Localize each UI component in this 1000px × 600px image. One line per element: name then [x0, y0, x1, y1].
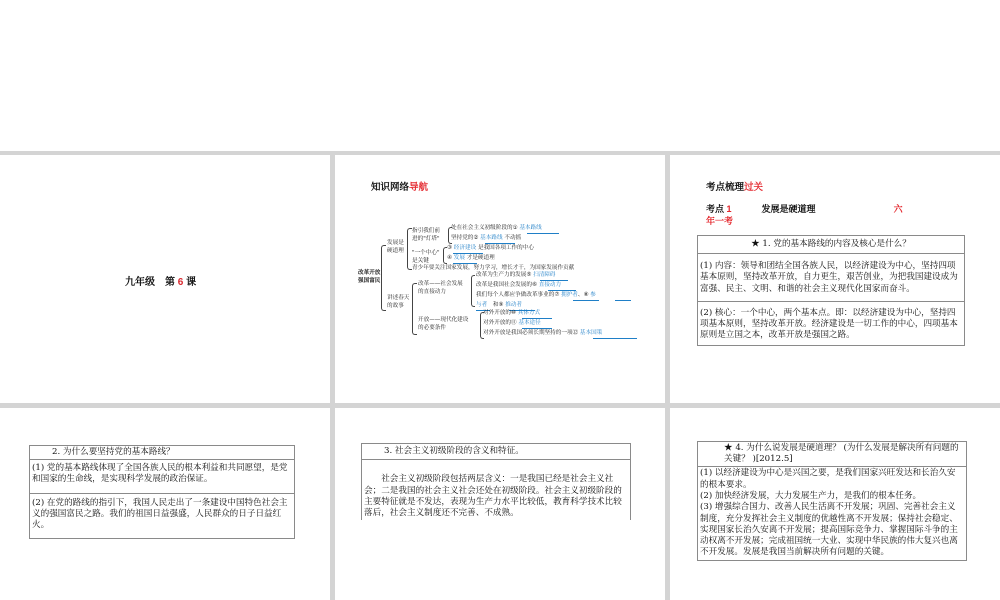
branch2-line2: 的故事: [387, 303, 404, 309]
node-guide-b: 坚持党的② 基本路线 不动摇: [451, 235, 522, 241]
blank-header-area: [0, 0, 1000, 151]
node-reform-line1: 改革——社会发展: [418, 281, 463, 287]
node-guide-a: 处在社会主义初级阶段的① 基本路线: [451, 225, 542, 231]
kaodian-line: 考点 1 发展是硬道理 六: [706, 204, 903, 214]
node-open-b: 对外开放的⑪ 基本途径: [483, 320, 541, 326]
answer-underline: [485, 243, 515, 244]
answer-underline: [453, 263, 477, 264]
answer-underline: [527, 233, 559, 234]
slide-thumbnail-6[interactable]: [670, 408, 1000, 600]
brace: [412, 283, 417, 335]
node-open-c: 对外开放是我国必须长期坚持的一项⑫ 基本国策: [483, 330, 603, 336]
answer-2: (2) 在党的路线的指引下，我国人民走出了一条建设中国特色社会主义的强国富民之路。我们的祖国日益强盛，人民群众的日子日益红火。: [32, 497, 288, 531]
qa-box: [361, 443, 631, 520]
question: ★ 1. 党的基本路线的内容及核心是什么？: [698, 236, 964, 254]
node-open-line2: 的必要条件: [418, 325, 446, 331]
slide-thumbnail-2[interactable]: [335, 155, 665, 403]
brace: [381, 245, 386, 311]
node-reform-a: 改革为生产力的发展⑤ 扫清障碍: [476, 272, 556, 278]
branch1-line1: 发展是: [387, 240, 404, 246]
answer-underline: [453, 253, 483, 254]
brace: [471, 275, 475, 307]
node-center-b: ④ 发展 才是硬道理: [447, 255, 495, 261]
node-reform-line2: 的直接动力: [418, 289, 446, 295]
node-reform-b: 改革是我国社会发展的⑥ 直接动力: [476, 282, 562, 288]
node-youth: 青少年要关注国家发展，努力学习，增长才干，为国家发展作贡献: [412, 265, 575, 271]
node-open-a: 对外开放的⑩ 具体方式: [483, 310, 541, 316]
kaodian-years: 年一考: [706, 216, 734, 226]
mindmap-root-line1: 改革开放: [358, 270, 381, 276]
question: ★ 4. 为什么说发展是硬道理？ (为什么发展是解决所有问题的关键？ )[2012.5]: [698, 442, 966, 467]
question: 3. 社会主义初级阶段的含义和特征。: [362, 444, 630, 460]
mindmap-root-line2: 强国富民: [358, 278, 381, 284]
slide-heading: 知识网络导航: [371, 182, 429, 193]
node-guide-line2: 进的"灯塔": [412, 236, 440, 242]
slide-heading: 考点梳理过关: [706, 182, 764, 193]
answer-underline: [548, 290, 576, 291]
answer-1: (1) 内容：领导和团结全国各族人民，以经济建设为中心，坚持四项基本原则，坚持改革开放，自力更生，艰苦创业，为把我国建设成为富强、民主、文明、和谐的社会主义现代化国家而奋斗。: [698, 254, 964, 302]
answer-underline: [593, 338, 637, 339]
slide-thumbnail-5[interactable]: [335, 408, 665, 600]
qa-box: [697, 235, 965, 346]
slide-thumbnail-4[interactable]: [0, 408, 330, 600]
node-guide-line1: 指引我们前: [412, 228, 440, 234]
answer-1: (1) 党的基本路线体现了全国各族人民的根本利益和共同愿望，是党和国家的生命线，是实现科学发展的政治保证。: [30, 460, 294, 493]
answer-underline: [540, 280, 568, 281]
answer: (1) 以经济建设为中心是兴国之要，是我们国家兴旺发达和长治久安的根本要求。 (2) 加快经济发展，大力发展生产力，是我们的根本任务。 (3) 增强综合国力、改善人民生活离不开发展；巩固、完善社会主义制度，充分发挥社会主义制度的优越性离不开发展；保持社会稳定、实现国家长治久安离不开发展；提高国际竞争力、掌握国际斗争的主动权离不开发展；完成祖国统一大业、实现中华民族的伟大复兴也离不开发展。发展是我国当前解决所有问题的关键。: [700, 468, 958, 558]
slide-thumbnail-3[interactable]: [670, 155, 1000, 403]
node-reform-c: 我们每个人都应争做改革事业的⑦ 拥护者、⑧ 参: [476, 292, 596, 298]
node-center-line2: 是关键: [412, 258, 429, 264]
node-open-line1: 开放——现代化建设: [418, 317, 469, 323]
lesson-title: 九年级 第 6 课: [125, 277, 197, 288]
answer-underline: [573, 300, 599, 301]
answer-underline: [522, 318, 552, 319]
branch2-line1: 讲述春天: [387, 295, 410, 301]
answer: 社会主义初级阶段包括两层含义：一是我国已经是社会主义社会；二是我国的社会主义社会还处在初级阶段。社会主义初级阶段的主要特征就是不发达，表现为生产力水平比较低，教育科学技术比较落后，社会主义制度还不完善、不成熟。: [364, 474, 622, 519]
node-center-a: ③ 经济建设 是我国各项工作的中心: [447, 245, 534, 251]
node-center-line1: "一个中心": [412, 250, 440, 256]
qa-box: [29, 445, 295, 539]
answer-2: (2) 核心：一个中心，两个基本点。即：以经济建设为中心，坚持四项基本原则，坚持改革开放。经济建设是一切工作的中心，四项基本原则是立国之本，改革开放是强国之路。: [700, 307, 958, 341]
slide-thumbnail-1[interactable]: [0, 155, 330, 403]
answer-underline: [522, 328, 552, 329]
answer-underline: [615, 300, 631, 301]
branch1-line2: 硬道理: [387, 248, 404, 254]
question: 2. 为什么要坚持党的基本路线？: [30, 446, 294, 460]
qa-box: [697, 441, 967, 561]
node-reform-d: 与者 和⑨ 推动者: [476, 302, 522, 308]
